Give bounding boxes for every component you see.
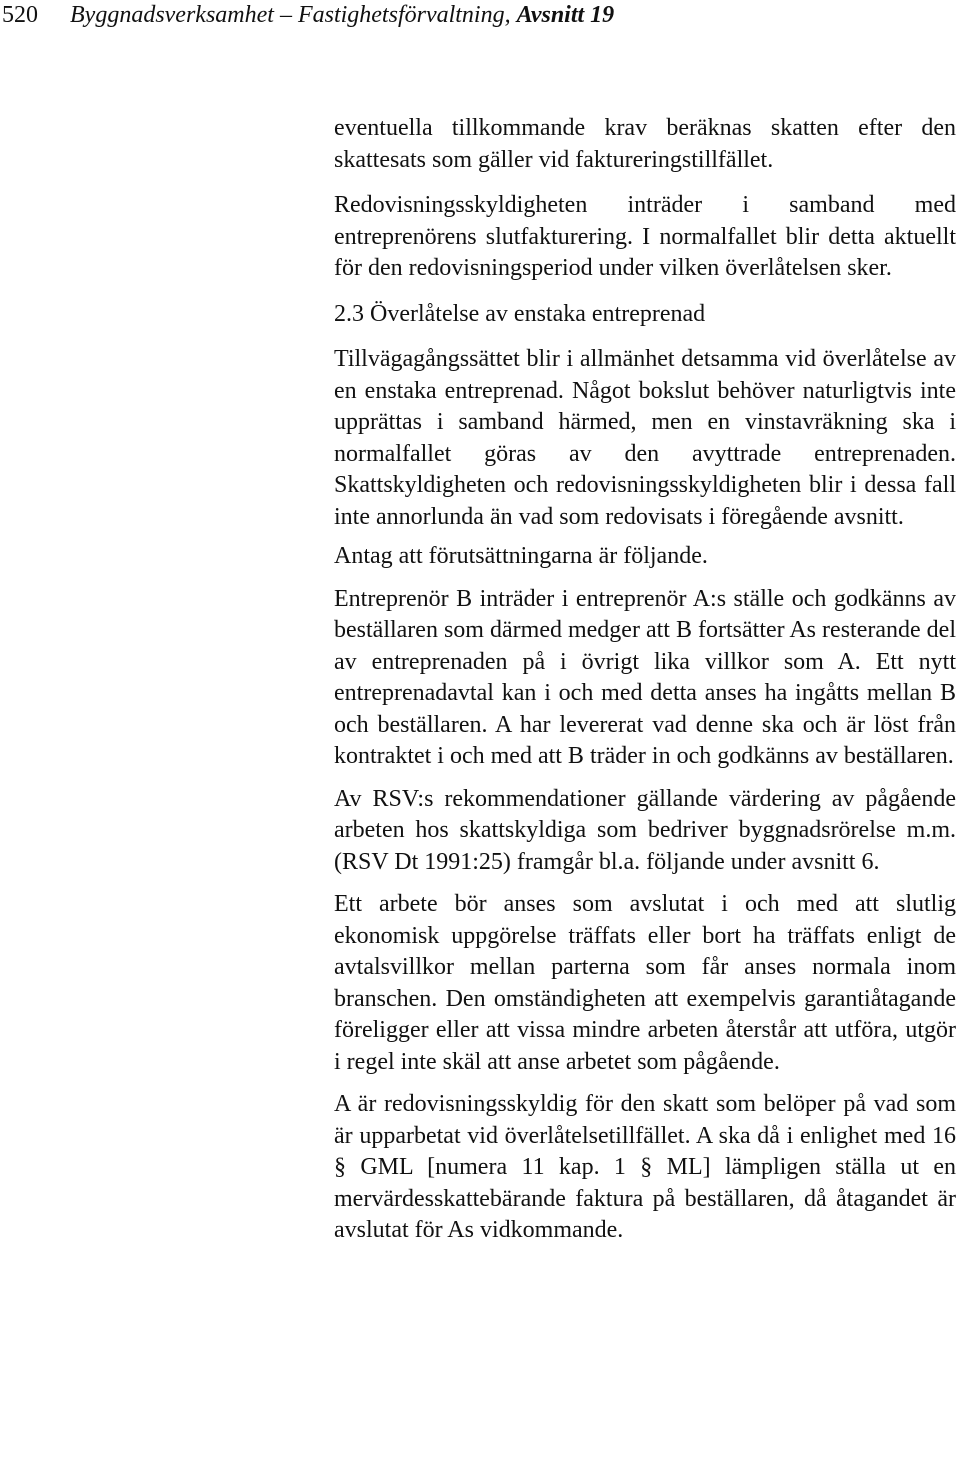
page-header [0, 0, 960, 40]
page-number: 520 [2, 2, 38, 28]
paragraph-6: Av RSV:s rekommendationer gällande värdering av pågående arbeten hos skattskyldiga som bedriver byggnadsrörelse m.m. (RSV Dt 1991:25) framgår bl.a. följande under avsnitt 6. [334, 785, 956, 875]
main-content [334, 113, 956, 1247]
paragraph-7: Ett arbete bör anses som avslutat i och med att slutlig ekonomisk uppgörelse träffats eller bort ha träffats enligt de avtalsvillkor mellan parterna som får anses normala inom branschen. Den omständigheten att exempelvis garantiåtagande föreligger eller att vissa mindre arbeten återstår att utföra, utgör i regel inte skäl att anse arbetet som pågående. [334, 891, 956, 1075]
paragraph-1: eventuella tillkommande krav beräknas skatten efter den skattesats som gäller vid faktureringstillfället. [334, 115, 956, 173]
running-title [70, 0, 614, 30]
paragraph-2: Redovisningsskyldigheten inträder i samband med entreprenörens slutfakturering. I normalfallet blir detta aktuellt för den redovisningsperiod under vilken överlåtelsen sker. [334, 192, 956, 281]
paragraph-5: Entreprenör B inträder i entreprenör A:s ställe och godkänns av beställaren som därmed medger att B fortsätter As resterande del av entreprenaden på i övrigt lika villkor som A. Ett nytt entreprenadavtal kan i och med detta anses ha ingåtts mellan B och beställaren. A har levererat vad denne ska och är löst från kontraktet i och med att B träder in och godkänns av beställaren. [334, 585, 956, 769]
running-title-text: Byggnadsverksamhet – Fastighetsförvaltning, [70, 2, 517, 28]
running-title-section: Avsnitt 19 [516, 2, 615, 28]
section-heading: 2.3 Överlåtelse av enstaka entreprenad [334, 300, 706, 327]
paragraph-8: A är redovisningsskyldig för den skatt som belöper på vad som är upparbetat vid överlåtelsetillfället. A ska då i enlighet med 16 § GML [numera 11 kap. 1 § ML] lämpligen ställa ut en mervärdesskattebärande faktura på beställaren, då åtagandet är avslutat för As vidkommande. [334, 1091, 956, 1243]
paragraph-3: Tillvägagångssättet blir i allmänhet detsamma vid överlåtelse av en enstaka entreprenad. Något bokslut behöver naturligtvis inte upprättas i samband härmed, men en vinstavräkning ska i normalfallet göras av den avyttrade entreprenaden. Skattskyldigheten och redovisningsskyldigheten blir i dessa fall inte annorlunda än vad som redovisats i föregående avsnitt. [334, 346, 956, 530]
paragraph-4: Antag att förutsättningarna är följande. [334, 543, 708, 569]
